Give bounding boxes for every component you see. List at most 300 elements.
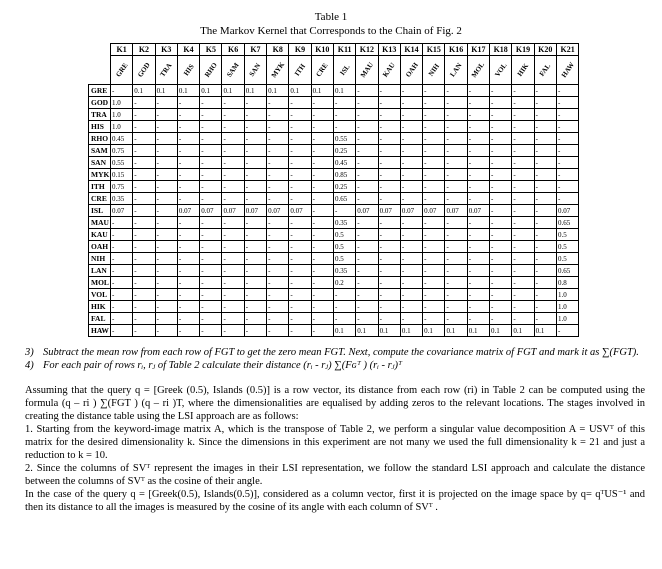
table-cell: - (490, 157, 512, 169)
table-cell: - (378, 313, 400, 325)
table-cell: - (244, 301, 266, 313)
table-cell: - (311, 109, 333, 121)
table-cell: - (556, 145, 578, 157)
table-cell: 0.1 (333, 325, 355, 337)
table-cell: - (490, 109, 512, 121)
table-cell: - (244, 313, 266, 325)
table-cell: - (356, 181, 378, 193)
table-cell: - (490, 205, 512, 217)
table-cell: - (111, 277, 133, 289)
column-key-header: K10 (311, 44, 333, 56)
table-cell: - (311, 145, 333, 157)
table-cell: 0.45 (333, 157, 355, 169)
table-cell: 0.1 (423, 325, 445, 337)
table-cell: - (512, 229, 534, 241)
table-cell: - (400, 253, 422, 265)
table-cell: 0.1 (512, 325, 534, 337)
table-cell: 0.5 (556, 241, 578, 253)
table-cell: - (400, 109, 422, 121)
table-cell: - (467, 265, 489, 277)
column-name-label: ITH (293, 62, 307, 78)
table-cell: - (267, 157, 289, 169)
table-cell: - (356, 133, 378, 145)
table-cell: - (333, 97, 355, 109)
table-cell: - (200, 265, 222, 277)
column-name-header (111, 56, 133, 85)
table-cell: - (222, 313, 244, 325)
table-cell: - (222, 229, 244, 241)
table-cell: - (244, 193, 266, 205)
row-label: FAL (89, 313, 111, 325)
table-cell: - (378, 145, 400, 157)
table-row (89, 277, 579, 289)
table-cell: - (177, 253, 199, 265)
table-cell: - (200, 193, 222, 205)
table-cell: 0.07 (222, 205, 244, 217)
table-row (89, 217, 579, 229)
table-cell: - (423, 109, 445, 121)
table-cell: - (378, 133, 400, 145)
table-cell: 0.07 (556, 205, 578, 217)
table-cell: 0.07 (467, 205, 489, 217)
column-name-header (467, 56, 489, 85)
table-row (89, 229, 579, 241)
table-cell: - (467, 109, 489, 121)
column-name-label: HAW (559, 60, 576, 80)
table-cell: - (267, 217, 289, 229)
table-cell: - (133, 253, 155, 265)
table-cell: - (378, 301, 400, 313)
table-cell: - (490, 253, 512, 265)
table-cell: - (445, 85, 467, 97)
table-cell: - (423, 301, 445, 313)
table-cell: - (155, 157, 177, 169)
column-key-header: K15 (423, 44, 445, 56)
table-cell: - (378, 241, 400, 253)
table-cell: - (155, 133, 177, 145)
table-cell: - (133, 109, 155, 121)
table-cell: 0.25 (333, 181, 355, 193)
table-cell: - (378, 193, 400, 205)
table-cell: - (133, 169, 155, 181)
table-cell: - (378, 277, 400, 289)
table-cell: 0.1 (133, 85, 155, 97)
table-cell: - (445, 313, 467, 325)
table-cell: 0.1 (400, 325, 422, 337)
column-name-header (311, 56, 333, 85)
table-cell: - (400, 229, 422, 241)
table-row (89, 133, 579, 145)
table-cell: - (445, 229, 467, 241)
table-cell: 0.1 (244, 85, 266, 97)
table-cell: - (490, 85, 512, 97)
table-cell: - (534, 109, 556, 121)
table-cell: - (356, 301, 378, 313)
table-cell: - (400, 193, 422, 205)
table-cell: - (423, 133, 445, 145)
table-cell: - (512, 277, 534, 289)
table-cell: - (556, 85, 578, 97)
row-label: CRE (89, 193, 111, 205)
table-cell: - (356, 193, 378, 205)
column-name-header (400, 56, 422, 85)
table-cell: - (356, 169, 378, 181)
table-cell: - (111, 325, 133, 337)
table-cell: - (311, 253, 333, 265)
table-cell: - (133, 133, 155, 145)
table-cell: - (244, 325, 266, 337)
table-cell: - (356, 277, 378, 289)
table-cell: - (111, 241, 133, 253)
table-cell: - (133, 313, 155, 325)
table-cell: 0.07 (267, 205, 289, 217)
table-cell: - (356, 109, 378, 121)
table-cell: - (155, 241, 177, 253)
table-cell: - (556, 193, 578, 205)
table-cell: - (490, 229, 512, 241)
table-cell: - (512, 301, 534, 313)
table-corner (89, 44, 111, 56)
table-cell: - (244, 181, 266, 193)
table-cell: - (311, 241, 333, 253)
table-cell: - (333, 289, 355, 301)
table-cell: - (445, 157, 467, 169)
table-cell: - (467, 181, 489, 193)
table-cell: - (445, 301, 467, 313)
table-cell: 0.35 (111, 193, 133, 205)
table-cell: 0.07 (445, 205, 467, 217)
table-cell: 0.1 (311, 85, 333, 97)
column-key-header: K11 (333, 44, 355, 56)
table-cell: - (177, 301, 199, 313)
table-cell: - (289, 109, 311, 121)
table-corner (89, 56, 111, 85)
table-cell: - (133, 193, 155, 205)
table-cell: - (356, 145, 378, 157)
column-key-header: K16 (445, 44, 467, 56)
table-cell: - (311, 157, 333, 169)
table-cell: 0.65 (556, 265, 578, 277)
table-cell: - (311, 277, 333, 289)
column-name-label: CRE (314, 61, 330, 79)
table-cell: 1.0 (111, 121, 133, 133)
table-cell: - (289, 217, 311, 229)
row-label: VOL (89, 289, 111, 301)
table-cell: - (512, 121, 534, 133)
table-cell: - (490, 313, 512, 325)
table-cell: - (222, 169, 244, 181)
table-cell: - (356, 313, 378, 325)
table-cell: - (222, 133, 244, 145)
table-cell: - (133, 157, 155, 169)
table-cell: - (311, 217, 333, 229)
table-cell: - (490, 193, 512, 205)
table-cell: - (333, 121, 355, 133)
table-cell: - (467, 301, 489, 313)
table-cell: 0.65 (333, 193, 355, 205)
table-cell: 1.0 (556, 301, 578, 313)
table-cell: 0.5 (556, 229, 578, 241)
table-cell: - (177, 265, 199, 277)
column-name-label: MOL (470, 60, 487, 80)
table-cell: - (512, 193, 534, 205)
table-cell: - (378, 157, 400, 169)
table-cell: - (311, 121, 333, 133)
table-cell: - (534, 265, 556, 277)
table-cell: 0.25 (333, 145, 355, 157)
table-cell: - (423, 217, 445, 229)
table-cell: - (244, 289, 266, 301)
table-cell: - (467, 277, 489, 289)
column-name-label: GRE (114, 61, 130, 79)
row-label: TRA (89, 109, 111, 121)
table-cell: 0.35 (333, 217, 355, 229)
table-cell: - (111, 301, 133, 313)
table-cell: - (534, 205, 556, 217)
table-cell: - (177, 241, 199, 253)
table-cell: 0.1 (467, 325, 489, 337)
table-cell: - (289, 193, 311, 205)
table-cell: - (244, 145, 266, 157)
table-cell: - (378, 121, 400, 133)
table-cell: - (512, 85, 534, 97)
table-cell: - (512, 313, 534, 325)
column-key-header: K3 (155, 44, 177, 56)
table-cell: - (467, 121, 489, 133)
table-cell: - (333, 313, 355, 325)
table-row (89, 181, 579, 193)
table-cell: - (289, 289, 311, 301)
column-name-label: NIH (426, 62, 441, 78)
table-cell: - (311, 313, 333, 325)
table-cell: - (512, 133, 534, 145)
table-cell: - (267, 181, 289, 193)
table-cell: 0.5 (333, 241, 355, 253)
column-name-header (222, 56, 244, 85)
table-cell: - (177, 217, 199, 229)
column-name-header (155, 56, 177, 85)
table-cell: - (311, 133, 333, 145)
column-name-label: SAN (248, 61, 263, 79)
step-3 (25, 346, 645, 359)
table-cell: - (177, 289, 199, 301)
markov-kernel-table (88, 43, 579, 337)
table-cell: - (111, 85, 133, 97)
table-row (89, 109, 579, 121)
table-cell: - (423, 229, 445, 241)
table-cell: - (289, 97, 311, 109)
table-cell: - (133, 229, 155, 241)
table-cell: - (289, 181, 311, 193)
table-cell: - (267, 313, 289, 325)
table-cell: 0.1 (490, 325, 512, 337)
table-cell: 0.5 (556, 253, 578, 265)
table-cell: 0.5 (333, 253, 355, 265)
table-cell: - (512, 241, 534, 253)
table-cell: - (467, 289, 489, 301)
table-cell: - (400, 121, 422, 133)
table-cell: - (177, 277, 199, 289)
table-cell: - (512, 169, 534, 181)
table-cell: - (534, 217, 556, 229)
table-cell: - (222, 253, 244, 265)
table-cell: - (200, 289, 222, 301)
column-name-label: SAM (225, 61, 241, 79)
table-cell: - (222, 289, 244, 301)
table-cell: - (467, 241, 489, 253)
table-cell: - (333, 205, 355, 217)
table-cell: - (111, 289, 133, 301)
table-cell: - (400, 265, 422, 277)
table-cell: 0.45 (111, 133, 133, 145)
column-name-header (556, 56, 578, 85)
table-cell: - (155, 325, 177, 337)
table-cell: - (111, 313, 133, 325)
table-cell: - (556, 157, 578, 169)
table-cell: - (311, 289, 333, 301)
table-cell: - (400, 133, 422, 145)
table-cell: - (200, 97, 222, 109)
table-cell: 0.1 (356, 325, 378, 337)
row-label: SAN (89, 157, 111, 169)
markov-kernel-table-container (88, 43, 578, 335)
column-key-header: K8 (267, 44, 289, 56)
table-cell: - (155, 169, 177, 181)
table-cell: - (378, 109, 400, 121)
table-cell: - (200, 145, 222, 157)
table-cell: - (177, 109, 199, 121)
row-label: SAM (89, 145, 111, 157)
table-title: Table 1 (314, 11, 348, 23)
column-key-header: K14 (400, 44, 422, 56)
column-key-header: K9 (289, 44, 311, 56)
table-cell: - (267, 97, 289, 109)
table-subtitle: The Markov Kernel that Corresponds to the Chain of Fig. 2 (200, 25, 462, 37)
paragraph-query-distance: Assuming that the query q = [Greek (0.5), Islands (0.5)] is a row vector, its distance from each row (ri) in Table 2 can be computed using the formula (q – ri ) ∑(FGT ) (q – ri )T, where the dimensionalities are equalised by adding zeros to the relevant locations. The stages involved in creating the distance table using the LSI approach are as follows: (25, 385, 645, 422)
table-cell: - (512, 265, 534, 277)
table-cell: - (423, 253, 445, 265)
table-cell: - (200, 217, 222, 229)
row-label: HAW (89, 325, 111, 337)
table-cell: - (400, 301, 422, 313)
table-cell: - (490, 97, 512, 109)
column-key-header: K2 (133, 44, 155, 56)
table-cell: - (155, 181, 177, 193)
row-label: MOL (89, 277, 111, 289)
table-cell: - (378, 289, 400, 301)
table-cell: 0.1 (378, 325, 400, 337)
column-name-label: ISL (338, 63, 352, 77)
table-cell: - (155, 253, 177, 265)
column-key-header: K17 (467, 44, 489, 56)
table-cell: - (200, 169, 222, 181)
table-cell: - (155, 97, 177, 109)
body-text (25, 346, 645, 514)
column-name-header (534, 56, 556, 85)
table-cell: 0.2 (333, 277, 355, 289)
table-cell: - (512, 289, 534, 301)
table-row (89, 121, 579, 133)
table-cell: 0.1 (289, 85, 311, 97)
table-cell: 0.1 (267, 85, 289, 97)
table-cell: - (289, 133, 311, 145)
table-cell: - (244, 265, 266, 277)
table-cell: - (467, 97, 489, 109)
table-cell: - (177, 193, 199, 205)
table-cell: 0.07 (400, 205, 422, 217)
table-cell: - (445, 265, 467, 277)
table-cell: - (155, 145, 177, 157)
table-cell: - (556, 97, 578, 109)
table-cell: - (289, 265, 311, 277)
table-cell: - (423, 265, 445, 277)
table-row (89, 313, 579, 325)
column-name-label: VOL (493, 61, 509, 79)
table-cell: - (356, 253, 378, 265)
table-cell: - (356, 289, 378, 301)
table-cell: - (534, 181, 556, 193)
table-cell: - (155, 109, 177, 121)
table-cell: - (423, 313, 445, 325)
table-cell: - (267, 301, 289, 313)
table-cell: 0.75 (111, 181, 133, 193)
table-cell: - (423, 289, 445, 301)
table-cell: - (400, 241, 422, 253)
table-cell: - (378, 169, 400, 181)
step-text: Subtract the mean row from each row of FGT to get the zero mean FGT. Next, compute the covariance matrix of FGT and mark it as ∑(FGT). (43, 347, 639, 358)
table-cell: - (423, 157, 445, 169)
table-cell: - (445, 109, 467, 121)
table-cell: - (244, 217, 266, 229)
row-label: OAH (89, 241, 111, 253)
table-cell: 0.07 (200, 205, 222, 217)
table-cell: - (467, 253, 489, 265)
column-name-header (423, 56, 445, 85)
table-cell: - (155, 289, 177, 301)
table-cell: - (155, 121, 177, 133)
table-row (89, 193, 579, 205)
table-cell: - (111, 253, 133, 265)
table-cell: - (133, 205, 155, 217)
table-cell: - (133, 277, 155, 289)
table-cell: - (222, 241, 244, 253)
table-cell: - (177, 169, 199, 181)
table-cell: - (534, 241, 556, 253)
table-cell: 0.1 (155, 85, 177, 97)
column-key-header: K4 (177, 44, 199, 56)
table-row (89, 289, 579, 301)
table-cell: - (445, 121, 467, 133)
table-cell: - (289, 313, 311, 325)
table-cell: - (289, 241, 311, 253)
table-cell: - (244, 241, 266, 253)
column-name-label: OAH (403, 61, 420, 79)
table-cell: - (155, 277, 177, 289)
table-cell: - (177, 133, 199, 145)
table-cell: 0.1 (200, 85, 222, 97)
row-label: MYK (89, 169, 111, 181)
table-cell: 0.1 (333, 85, 355, 97)
table-cell: - (556, 181, 578, 193)
table-cell: - (356, 265, 378, 277)
table-cell: - (534, 145, 556, 157)
table-cell: - (423, 277, 445, 289)
table-cell: - (133, 145, 155, 157)
table-cell: - (289, 277, 311, 289)
paragraph-query-projection: In the case of the query q = [Greek(0.5), Islands(0.5)], considered as a column vector, first it is projected on the image space by q= qᵀUS⁻¹ and then its distance to all the images is measured by the cosine of its angle with each column of SVᵀ . (25, 489, 645, 513)
table-cell: 0.07 (111, 205, 133, 217)
table-cell: - (289, 325, 311, 337)
